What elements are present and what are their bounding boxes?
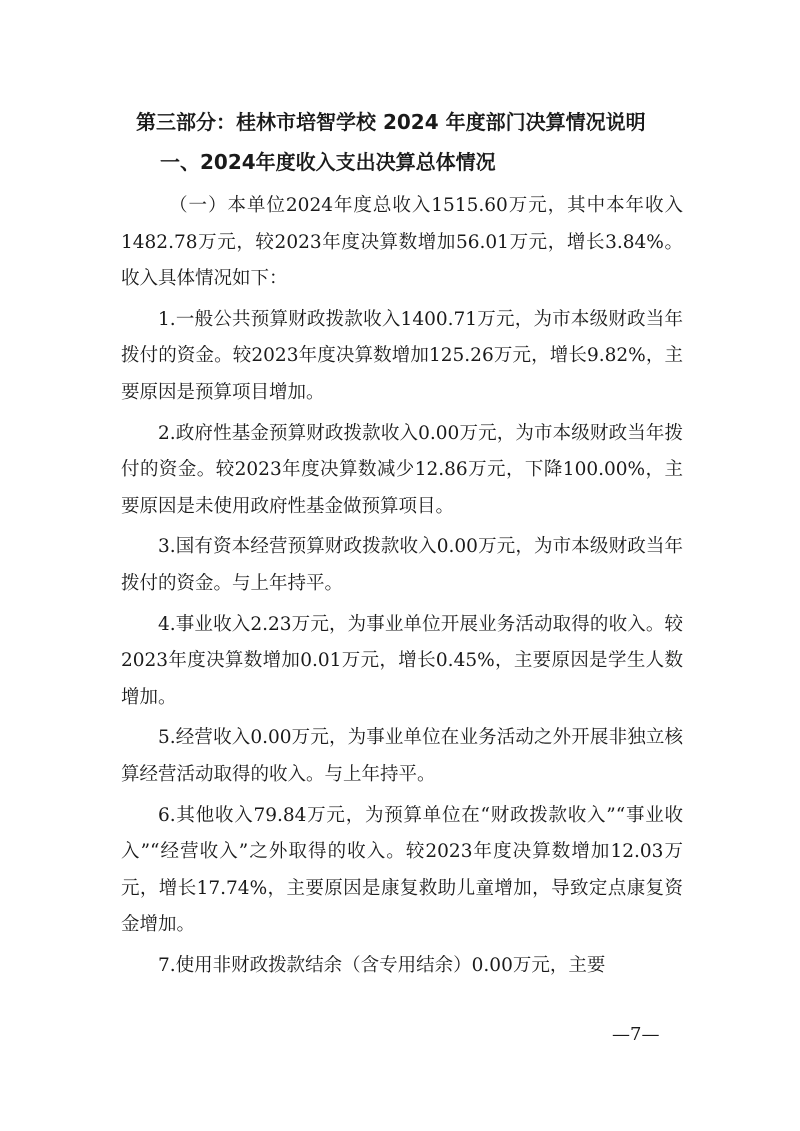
page-number: —7— <box>612 1024 660 1045</box>
paragraph-state-capital: 3.国有资本经营预算财政拨款收入0.00万元，为市本级财政当年拨付的资金。与上年持平。 <box>121 536 683 594</box>
paragraph-operating-income: 5.经营收入0.00万元，为事业单位在业务活动之外开展非独立核算经营活动取得的收入。与上年持平。 <box>121 727 683 785</box>
paragraph-business-income: 4.事业收入2.23万元，为事业单位开展业务活动取得的收入。较2023年度决算数增加0.01万元，增长0.45%，主要原因是学生人数增加。 <box>121 613 683 708</box>
paragraph-total-income: （一）本单位2024年度总收入1515.60万元，其中本年收入1482.78万元，较2023年度决算数增加56.01万元，增长3.84%。收入具体情况如下： <box>121 195 683 290</box>
paragraph-gov-fund: 2.政府性基金预算财政拨款收入0.00万元，为市本级财政当年拨付的资金。较2023年度决算数减少12.86万元，下降100.00%，主要原因是未使用政府性基金做预算项目。 <box>121 422 683 517</box>
paragraph-non-fiscal-balance: 7.使用非财政拨款结余（含专用结余）0.00万元，主要 <box>158 954 606 976</box>
page-title: 第三部分：桂林市培智学校 2024 年度部门决算情况说明 <box>136 110 646 134</box>
section-heading: 一、2024年度收入支出决算总体情况 <box>160 150 496 174</box>
paragraph-general-budget: 1.一般公共预算财政拨款收入1400.71万元，为市本级财政当年拨付的资金。较2023年度决算数增加125.26万元，增长9.82%，主要原因是预算项目增加。 <box>121 308 683 403</box>
body-text <box>121 188 683 988</box>
paragraph-other-income: 6.其他收入79.84万元，为预算单位在“财政拨款收入”“事业收入”“经营收入”之外取得的收入。较2023年度决算数增加12.03万元，增长17.74%，主要原因是康复救助儿童增加，导致定点康复资金增加。 <box>121 804 683 936</box>
